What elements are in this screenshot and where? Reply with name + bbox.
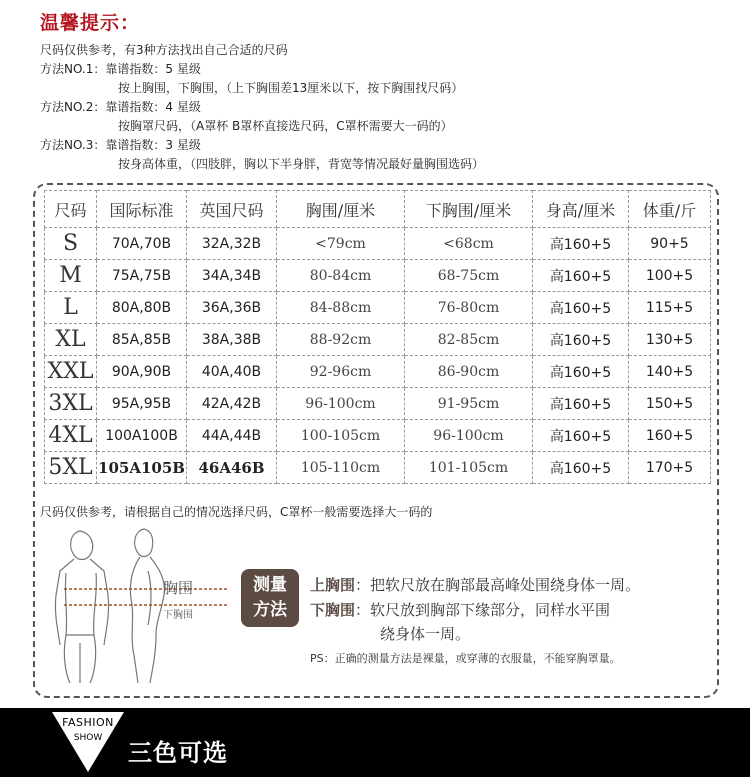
notice-line: 尺码仅供参考，有3种方法找出自己合适的尺码 <box>40 43 288 57</box>
cell-intl: 75A,75B <box>97 260 187 292</box>
header-uk: 英国尺码 <box>187 191 277 228</box>
cell-uk: 46A46B <box>187 452 277 484</box>
cell-bust: 100-105cm <box>277 420 405 452</box>
show-logo-text: SHOW <box>73 733 103 743</box>
cell-weight: 130+5 <box>629 324 711 356</box>
cell-uk: 42A,42B <box>187 388 277 420</box>
cell-height: 高160+5 <box>533 420 629 452</box>
header-underbust: 下胸围/厘米 <box>405 191 533 228</box>
cell-underbust: 82-85cm <box>405 324 533 356</box>
cell-weight: 160+5 <box>629 420 711 452</box>
cell-height: 高160+5 <box>533 324 629 356</box>
cell-weight: 90+5 <box>629 228 711 260</box>
cell-bust: 84-88cm <box>277 292 405 324</box>
table-row <box>45 452 711 484</box>
cell-intl: 90A,90B <box>97 356 187 388</box>
method-badge-line1: 测量 <box>253 575 287 595</box>
table-row <box>45 292 711 324</box>
method-lower-cont: 绕身体一周。 <box>380 625 471 643</box>
notice-line: 按上胸围，下胸围，（上下胸围差13厘米以下，按下胸围找尺码） <box>118 81 464 95</box>
cell-uk: 38A,38B <box>187 324 277 356</box>
fashion-logo-text: FASHION <box>62 716 114 729</box>
cell-underbust: 68-75cm <box>405 260 533 292</box>
footnote: 尺码仅供参考，请根据自己的情况选择尺码，C罩杯一般需要选择大一码的 <box>40 505 433 519</box>
cell-size: M <box>45 260 97 292</box>
cell-underbust: <68cm <box>405 228 533 260</box>
notice-line: 方法NO.2：靠谱指数：4 星级 <box>40 100 201 114</box>
cell-uk: 40A,40B <box>187 356 277 388</box>
cell-intl: 85A,85B <box>97 324 187 356</box>
cell-bust: 88-92cm <box>277 324 405 356</box>
cell-intl: 95A,95B <box>97 388 187 420</box>
cell-size: 4XL <box>45 420 97 452</box>
cell-uk: 36A,36B <box>187 292 277 324</box>
cell-height: 高160+5 <box>533 388 629 420</box>
cell-size: 5XL <box>45 452 97 484</box>
table-row <box>45 260 711 292</box>
ps-note: PS：正确的测量方法是裸量，或穿薄的衣服量，不能穿胸罩量。 <box>310 652 621 665</box>
cell-intl: 70A,70B <box>97 228 187 260</box>
upper-text: ：把软尺放在胸部最高峰处围绕身体一周。 <box>355 576 641 594</box>
color-options-title: 三色可选 <box>128 739 228 767</box>
body-measure-illustration <box>52 525 232 685</box>
cell-uk: 34A,34B <box>187 260 277 292</box>
lower-term: 下胸围 <box>310 601 356 619</box>
table-row <box>45 228 711 260</box>
cell-height: 高160+5 <box>533 452 629 484</box>
method-upper <box>310 574 640 595</box>
notice-line: 方法NO.3：靠谱指数：3 星级 <box>40 138 201 152</box>
cell-bust: 80-84cm <box>277 260 405 292</box>
header-height: 身高/厘米 <box>533 191 629 228</box>
method-lower <box>310 599 610 620</box>
cell-weight: 150+5 <box>629 388 711 420</box>
method-badge-line2: 方法 <box>253 600 287 620</box>
notice-line: 按胸罩尺码，（A罩杯 B罩杯直接选尺码，C罩杯需要大一码的） <box>118 119 453 133</box>
upper-term: 上胸围 <box>310 576 356 594</box>
cell-uk: 32A,32B <box>187 228 277 260</box>
table-header-row <box>45 191 711 228</box>
cell-underbust: 101-105cm <box>405 452 533 484</box>
cell-weight: 140+5 <box>629 356 711 388</box>
cell-uk: 44A,44B <box>187 420 277 452</box>
cell-size: XXL <box>45 356 97 388</box>
cell-intl: 105A105B <box>97 452 187 484</box>
notice-section <box>40 8 720 174</box>
cell-bust: 105-110cm <box>277 452 405 484</box>
cell-bust: 96-100cm <box>277 388 405 420</box>
table-row <box>45 388 711 420</box>
cell-underbust: 76-80cm <box>405 292 533 324</box>
cell-size: L <box>45 292 97 324</box>
cell-bust: <79cm <box>277 228 405 260</box>
notice-line: 按身高体重，（四肢胖，胸以下半身胖，背宽等情况最好量胸围选码） <box>118 157 485 171</box>
table-row <box>45 420 711 452</box>
cell-weight: 170+5 <box>629 452 711 484</box>
notice-line: 方法NO.1：靠谱指数：5 星级 <box>40 62 201 76</box>
underbust-label: 下胸围 <box>163 610 193 621</box>
table-row <box>45 356 711 388</box>
header-weight: 体重/斤 <box>629 191 711 228</box>
notice-title: 温馨提示： <box>40 12 141 34</box>
table-row <box>45 324 711 356</box>
cell-intl: 80A,80B <box>97 292 187 324</box>
cell-height: 高160+5 <box>533 260 629 292</box>
cell-height: 高160+5 <box>533 356 629 388</box>
cell-height: 高160+5 <box>533 228 629 260</box>
cell-size: S <box>45 228 97 260</box>
cell-size: XL <box>45 324 97 356</box>
header-intl: 国际标准 <box>97 191 187 228</box>
cell-underbust: 86-90cm <box>405 356 533 388</box>
cell-underbust: 91-95cm <box>405 388 533 420</box>
cell-size: 3XL <box>45 388 97 420</box>
cell-underbust: 96-100cm <box>405 420 533 452</box>
cell-weight: 100+5 <box>629 260 711 292</box>
cell-intl: 100A100B <box>97 420 187 452</box>
method-badge <box>241 569 299 627</box>
cell-weight: 115+5 <box>629 292 711 324</box>
bust-label: 胸围 <box>163 579 194 597</box>
size-table <box>44 190 711 484</box>
cell-bust: 92-96cm <box>277 356 405 388</box>
cell-height: 高160+5 <box>533 292 629 324</box>
header-size: 尺码 <box>45 191 97 228</box>
header-bust: 胸围/厘米 <box>277 191 405 228</box>
lower-text: ：软尺放到胸部下缘部分，同样水平围 <box>355 601 611 619</box>
